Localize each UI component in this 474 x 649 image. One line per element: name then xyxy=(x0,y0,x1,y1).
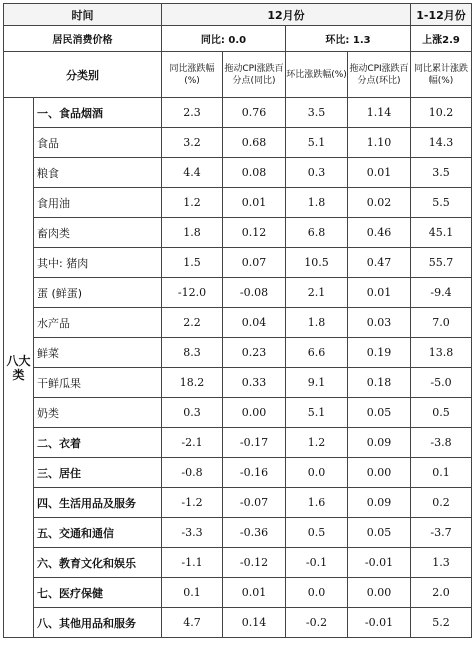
table-row xyxy=(4,158,472,188)
yoy-pp-cell: 0.04 xyxy=(223,308,286,338)
table-row xyxy=(4,278,472,308)
yoy-cell: -1.1 xyxy=(162,548,223,578)
yoy-pp-cell: 0.68 xyxy=(223,128,286,158)
category-name: 七、医疗保健 xyxy=(34,578,162,608)
table-row xyxy=(4,188,472,218)
mom-pp-cell: 0.47 xyxy=(348,248,411,278)
category-name: 六、教育文化和娱乐 xyxy=(34,548,162,578)
yoy-pp-cell: -0.36 xyxy=(223,518,286,548)
time-header: 时间 xyxy=(4,4,162,26)
ytd-cell: 3.5 xyxy=(411,158,472,188)
category-header: 分类别 xyxy=(4,52,162,98)
category-name: 一、食品烟酒 xyxy=(34,98,162,128)
cpi-table xyxy=(3,3,472,638)
yoy-pp-cell: 0.33 xyxy=(223,368,286,398)
yoy-summary: 同比: 0.0 xyxy=(162,26,286,52)
mom-cell: 1.8 xyxy=(286,308,348,338)
table-row xyxy=(4,458,472,488)
yoy-cell: 1.2 xyxy=(162,188,223,218)
ytd-cell: 13.8 xyxy=(411,338,472,368)
mom-cell: -0.1 xyxy=(286,548,348,578)
mom-pp-cell: 0.18 xyxy=(348,368,411,398)
category-name: 食品 xyxy=(34,128,162,158)
yoy-cell: -0.8 xyxy=(162,458,223,488)
yoy-pp-cell: 0.23 xyxy=(223,338,286,368)
category-name: 其中: 猪肉 xyxy=(34,248,162,278)
table-row xyxy=(4,488,472,518)
category-name: 粮食 xyxy=(34,158,162,188)
ytd-cell: 0.1 xyxy=(411,458,472,488)
yoy-pp-cell: 0.08 xyxy=(223,158,286,188)
ytd-cell: 14.3 xyxy=(411,128,472,158)
yoy-pp-cell: -0.17 xyxy=(223,428,286,458)
table-row xyxy=(4,128,472,158)
ytd-cell: 5.5 xyxy=(411,188,472,218)
mom-cell: 1.2 xyxy=(286,428,348,458)
mom-cell: 5.1 xyxy=(286,128,348,158)
mom-pp-cell: 0.19 xyxy=(348,338,411,368)
yoy-cell: -12.0 xyxy=(162,278,223,308)
mom-cell: 9.1 xyxy=(286,368,348,398)
ytd-cell: 1.3 xyxy=(411,548,472,578)
mom-pp-cell: 0.09 xyxy=(348,488,411,518)
ytd-cell: 0.2 xyxy=(411,488,472,518)
table-row xyxy=(4,578,472,608)
category-name: 食用油 xyxy=(34,188,162,218)
table-row xyxy=(4,368,472,398)
yoy-cell: 0.3 xyxy=(162,398,223,428)
mom-pp-cell: 0.05 xyxy=(348,518,411,548)
yoy-cell: -2.1 xyxy=(162,428,223,458)
ytd-cell: -3.7 xyxy=(411,518,472,548)
yoy-pp-cell: -0.08 xyxy=(223,278,286,308)
mom-pp-cell: -0.01 xyxy=(348,608,411,638)
yoy-cell: 2.2 xyxy=(162,308,223,338)
ytd-cell: 5.2 xyxy=(411,608,472,638)
table-row xyxy=(4,218,472,248)
mom-cell: 10.5 xyxy=(286,248,348,278)
yoy-pp-cell: 0.07 xyxy=(223,248,286,278)
mom-pp-cell: 0.46 xyxy=(348,218,411,248)
table-row xyxy=(4,518,472,548)
yoy-pp-cell: 0.01 xyxy=(223,578,286,608)
col-mom-header: 环比涨跌幅(%) xyxy=(286,52,348,98)
ytd-header: 1-12月份 xyxy=(411,4,472,26)
mom-pp-cell: 0.01 xyxy=(348,278,411,308)
yoy-cell: 1.5 xyxy=(162,248,223,278)
col-yoy-pp-header: 拖动CPI涨跌百分点(同比) xyxy=(223,52,286,98)
yoy-pp-cell: 0.14 xyxy=(223,608,286,638)
yoy-pp-cell: 0.01 xyxy=(223,188,286,218)
yoy-pp-cell: -0.07 xyxy=(223,488,286,518)
mom-cell: 0.5 xyxy=(286,518,348,548)
yoy-cell: -3.3 xyxy=(162,518,223,548)
col-yoy-header: 同比涨跌幅(%) xyxy=(162,52,223,98)
mom-pp-cell: 0.00 xyxy=(348,458,411,488)
yoy-cell: 3.2 xyxy=(162,128,223,158)
yoy-pp-cell: 0.12 xyxy=(223,218,286,248)
col-ytd-header: 同比累计涨跌幅(%) xyxy=(411,52,472,98)
yoy-cell: 1.8 xyxy=(162,218,223,248)
ytd-cell: 7.0 xyxy=(411,308,472,338)
header-row-3 xyxy=(4,52,472,98)
category-name: 畜肉类 xyxy=(34,218,162,248)
mom-pp-cell: 0.01 xyxy=(348,158,411,188)
mom-cell: 0.3 xyxy=(286,158,348,188)
yoy-cell: 2.3 xyxy=(162,98,223,128)
category-name: 三、居住 xyxy=(34,458,162,488)
table-row xyxy=(4,548,472,578)
mom-pp-cell: 0.02 xyxy=(348,188,411,218)
ytd-cell: 0.5 xyxy=(411,398,472,428)
mom-pp-cell: 1.14 xyxy=(348,98,411,128)
yoy-pp-cell: 0.76 xyxy=(223,98,286,128)
ytd-cell: 10.2 xyxy=(411,98,472,128)
yoy-pp-cell: -0.16 xyxy=(223,458,286,488)
table-row xyxy=(4,608,472,638)
ytd-cell: 2.0 xyxy=(411,578,472,608)
category-name: 八、其他用品和服务 xyxy=(34,608,162,638)
mom-cell: 6.6 xyxy=(286,338,348,368)
ytd-summary: 上涨2.9 xyxy=(411,26,472,52)
ytd-cell: -3.8 xyxy=(411,428,472,458)
table-row xyxy=(4,308,472,338)
col-mom-pp-header: 拖动CPI涨跌百分点(环比) xyxy=(348,52,411,98)
cpi-label: 居民消费价格 xyxy=(4,26,162,52)
table-row xyxy=(4,338,472,368)
category-name: 二、衣着 xyxy=(34,428,162,458)
yoy-cell: 0.1 xyxy=(162,578,223,608)
mom-cell: -0.2 xyxy=(286,608,348,638)
yoy-cell: 8.3 xyxy=(162,338,223,368)
mom-pp-cell: 0.09 xyxy=(348,428,411,458)
yoy-pp-cell: -0.12 xyxy=(223,548,286,578)
eight-categories-label: 八大类 xyxy=(4,98,34,638)
header-row-2 xyxy=(4,26,472,52)
ytd-cell: -5.0 xyxy=(411,368,472,398)
mom-pp-cell: 0.03 xyxy=(348,308,411,338)
ytd-cell: -9.4 xyxy=(411,278,472,308)
table-row xyxy=(4,428,472,458)
category-name: 五、交通和通信 xyxy=(34,518,162,548)
ytd-cell: 55.7 xyxy=(411,248,472,278)
december-header: 12月份 xyxy=(162,4,411,26)
yoy-cell: 4.4 xyxy=(162,158,223,188)
mom-cell: 0.0 xyxy=(286,458,348,488)
table-row xyxy=(4,98,472,128)
mom-summary: 环比: 1.3 xyxy=(286,26,411,52)
yoy-pp-cell: 0.00 xyxy=(223,398,286,428)
mom-pp-cell: 0.05 xyxy=(348,398,411,428)
category-name: 四、生活用品及服务 xyxy=(34,488,162,518)
table-row xyxy=(4,398,472,428)
category-name: 蛋 (鲜蛋) xyxy=(34,278,162,308)
mom-cell: 0.0 xyxy=(286,578,348,608)
mom-pp-cell: 0.00 xyxy=(348,578,411,608)
mom-cell: 1.6 xyxy=(286,488,348,518)
table-row xyxy=(4,248,472,278)
yoy-cell: 18.2 xyxy=(162,368,223,398)
header-row-1 xyxy=(4,4,472,26)
mom-cell: 2.1 xyxy=(286,278,348,308)
yoy-cell: -1.2 xyxy=(162,488,223,518)
mom-cell: 1.8 xyxy=(286,188,348,218)
mom-cell: 5.1 xyxy=(286,398,348,428)
category-name: 水产品 xyxy=(34,308,162,338)
mom-pp-cell: -0.01 xyxy=(348,548,411,578)
category-name: 奶类 xyxy=(34,398,162,428)
mom-cell: 6.8 xyxy=(286,218,348,248)
ytd-cell: 45.1 xyxy=(411,218,472,248)
yoy-cell: 4.7 xyxy=(162,608,223,638)
mom-cell: 3.5 xyxy=(286,98,348,128)
category-name: 鲜菜 xyxy=(34,338,162,368)
mom-pp-cell: 1.10 xyxy=(348,128,411,158)
category-name: 干鲜瓜果 xyxy=(34,368,162,398)
